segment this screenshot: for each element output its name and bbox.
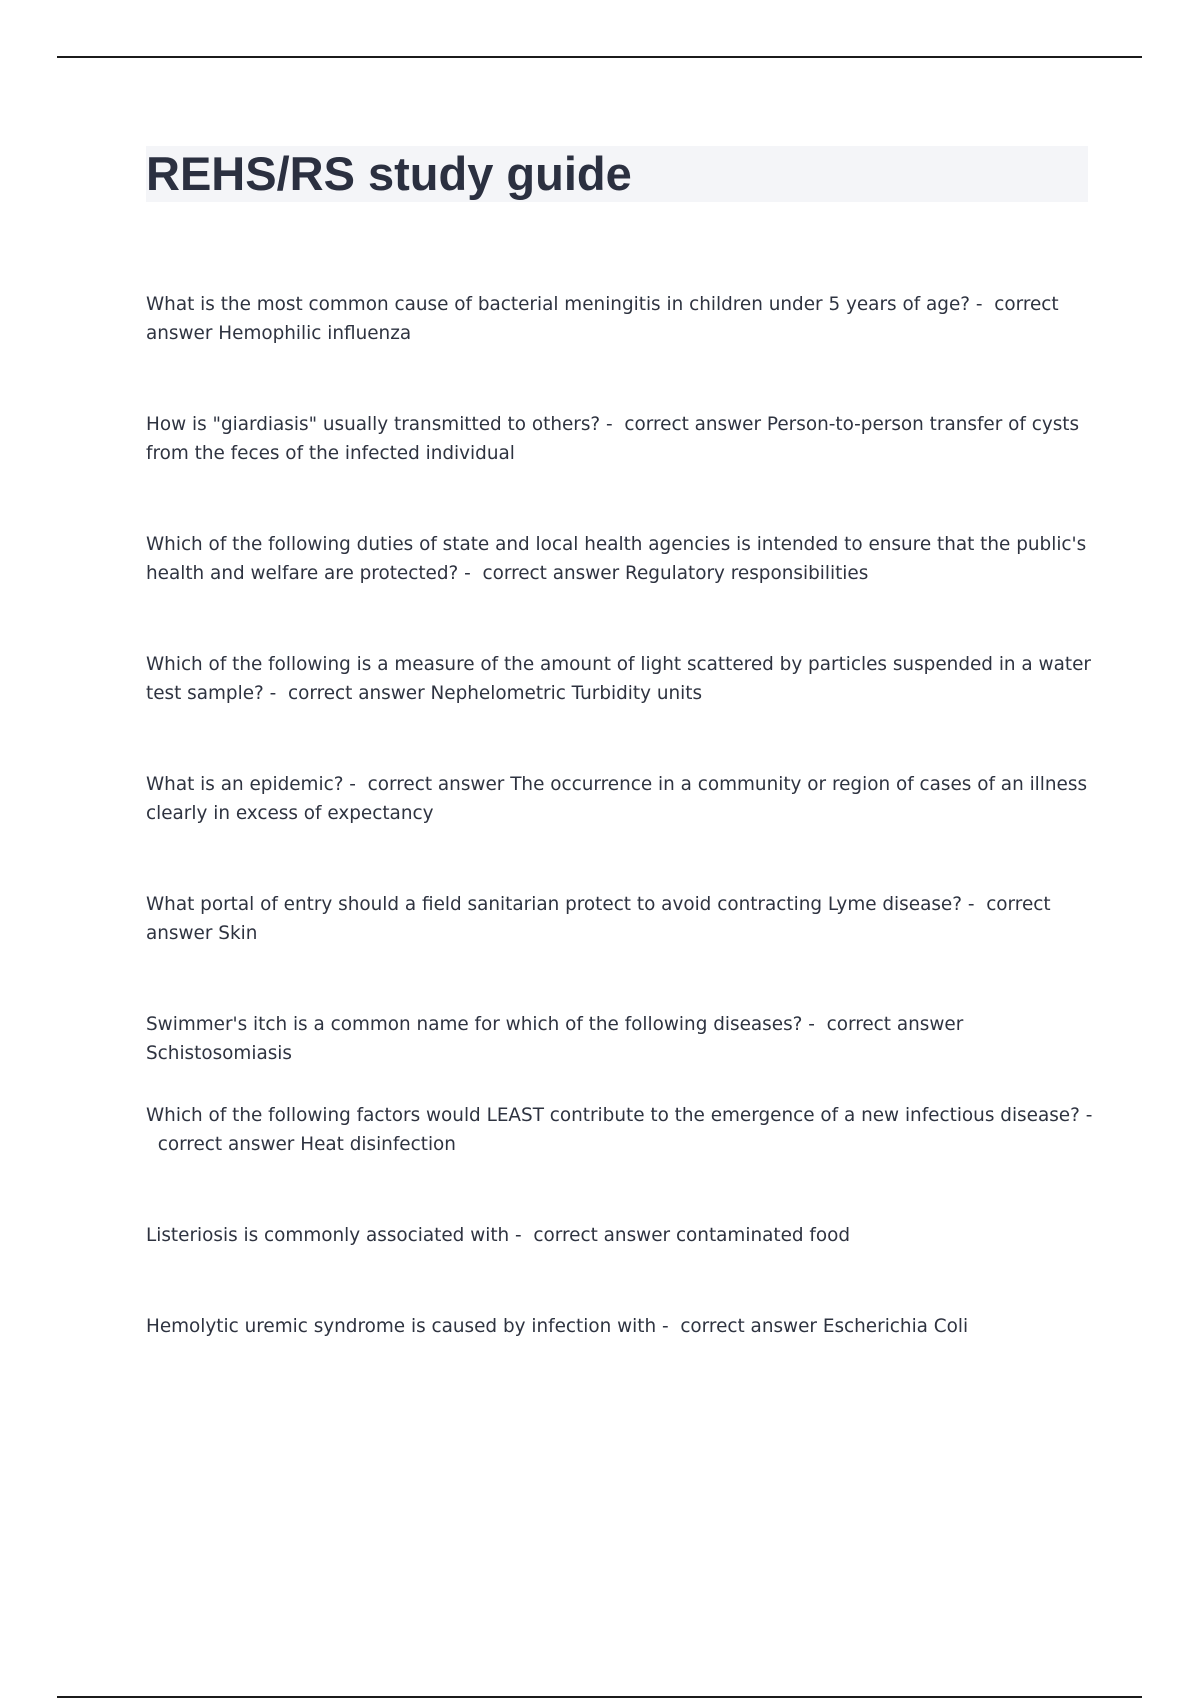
answer-text: Nephelometric Turbidity units [430, 683, 703, 704]
question-text: Listeriosis is commonly associated with - [146, 1225, 522, 1246]
top-rule [57, 56, 1142, 58]
answer-text: Schistosomiasis [146, 1043, 292, 1064]
qa-item [146, 890, 1096, 948]
question-text: Hemolytic uremic syndrome is caused by infection with - [146, 1316, 669, 1337]
qa-item [146, 770, 1096, 828]
qa-item [146, 1221, 1096, 1250]
answer-prefix: correct answer [157, 1134, 295, 1155]
answer-text: Regulatory responsibilities [625, 563, 869, 584]
answer-text: contaminated food [675, 1225, 851, 1246]
answer-text: Heat disinfection [300, 1134, 456, 1155]
answer-text: Escherichia Coli [822, 1316, 969, 1337]
page-title: REHS/RS study guide [146, 147, 632, 200]
question-text: Which of the following is a measure of the amount of light scattered by particles suspended in a water test sample? - [146, 654, 1091, 704]
answer-prefix: correct answer [287, 683, 425, 704]
question-text: Which of the following factors would LEAST contribute to the emergence of a new infectious disease? - [146, 1105, 1093, 1126]
qa-item [146, 650, 1096, 708]
answer-text: Skin [218, 923, 258, 944]
answer-prefix: correct answer [624, 414, 762, 435]
answer-prefix: correct answer [680, 1316, 817, 1337]
answer-text: Person-to-person transfer of cysts from the feces of the infected individual [146, 414, 1080, 464]
answer-prefix: correct answer [826, 1014, 964, 1035]
question-text: What is an epidemic? - [146, 774, 356, 795]
answer-prefix: correct answer [146, 294, 1059, 344]
question-text: Which of the following duties of state and local health agencies is intended to ensure that the public's health and welfare are protected? - [146, 534, 1087, 584]
qa-list [146, 290, 1096, 1403]
qa-item [146, 1312, 1096, 1341]
question-text: What is the most common cause of bacterial meningitis in children under 5 years of age? - [146, 294, 983, 315]
answer-prefix: correct answer [533, 1225, 671, 1246]
qa-item [146, 290, 1096, 348]
question-text: How is "giardiasis" usually transmitted to others? - [146, 414, 613, 435]
answer-prefix: correct answer [146, 894, 1051, 944]
bottom-rule [57, 1696, 1142, 1698]
qa-item [146, 530, 1096, 588]
qa-item [146, 1010, 1096, 1064]
qa-item [146, 410, 1096, 468]
answer-prefix: correct answer [367, 774, 505, 795]
question-text: What portal of entry should a field sanitarian protect to avoid contracting Lyme disease? - [146, 894, 975, 915]
answer-text: The occurrence in a community or region of cases of an illness clearly in excess of expectancy [146, 774, 1088, 824]
answer-prefix: correct answer [482, 563, 620, 584]
qa-item [146, 1101, 1096, 1159]
answer-text: Hemophilic influenza [218, 323, 412, 344]
question-text: Swimmer's itch is a common name for which of the following diseases? - [146, 1014, 815, 1035]
